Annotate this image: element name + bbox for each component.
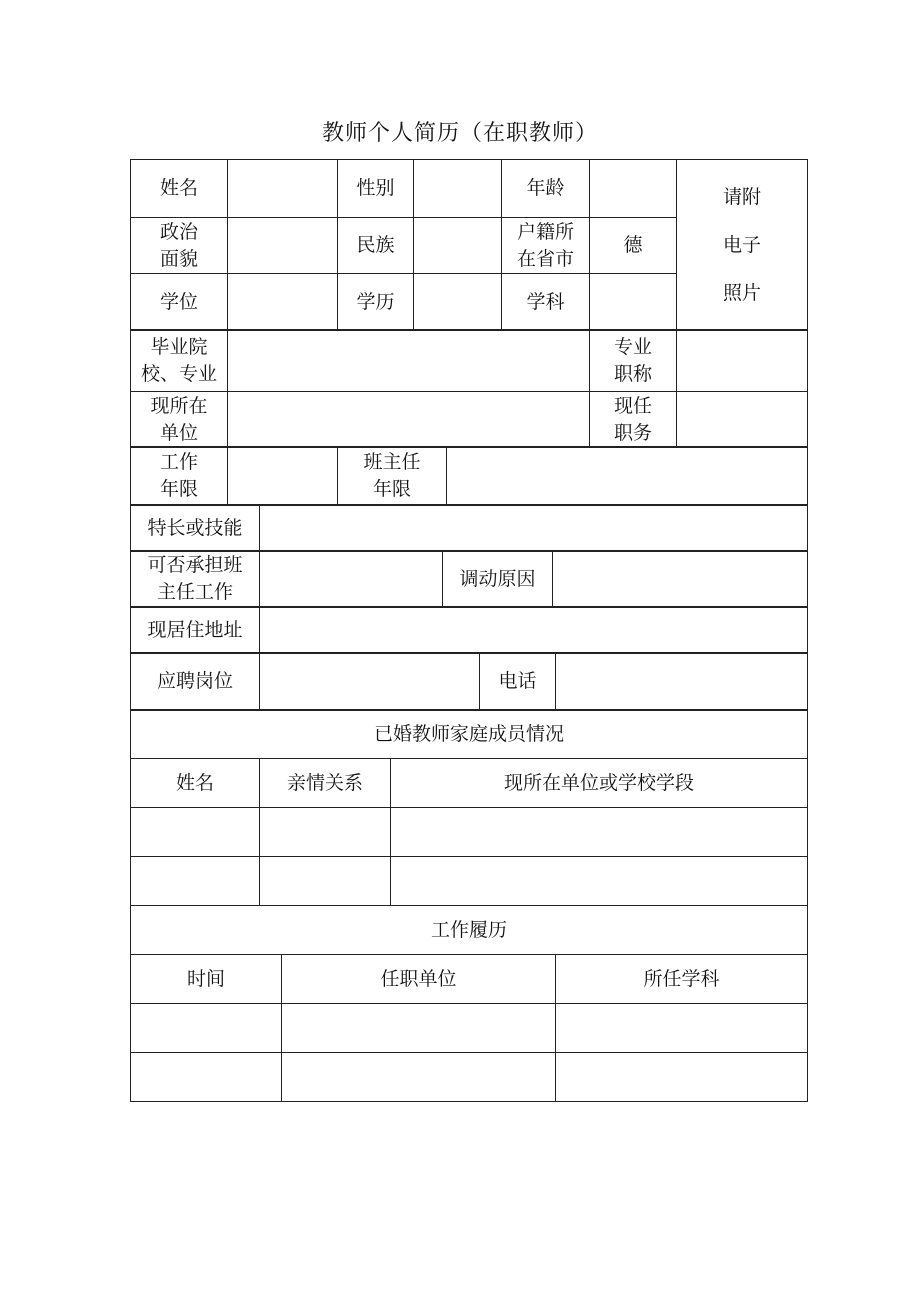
work-col-time: 时间	[131, 955, 282, 1004]
work-cell[interactable]	[556, 1004, 808, 1053]
subject-value[interactable]	[590, 274, 677, 331]
family-cell[interactable]	[391, 808, 808, 857]
work-cell[interactable]	[131, 1004, 282, 1053]
family-cell[interactable]	[260, 857, 391, 906]
skills-value[interactable]	[260, 505, 808, 552]
headteacher-years-value[interactable]	[447, 447, 808, 506]
gender-label: 性别	[338, 160, 414, 218]
title-value[interactable]	[677, 330, 808, 392]
degree-value[interactable]	[228, 274, 338, 331]
family-cell[interactable]	[131, 808, 260, 857]
address-value[interactable]	[260, 607, 808, 654]
degree-label: 学位	[131, 274, 228, 331]
name-value[interactable]	[228, 160, 338, 218]
title-label: 专业 职称	[590, 330, 677, 392]
position-value[interactable]	[677, 392, 808, 448]
family-col-unit: 现所在单位或学校学段	[391, 759, 808, 808]
work-years-value[interactable]	[228, 447, 338, 506]
family-cell[interactable]	[131, 857, 260, 906]
work-col-unit: 任职单位	[282, 955, 556, 1004]
subject-label: 学科	[502, 274, 590, 331]
work-col-subject: 所任学科	[556, 955, 808, 1004]
apply-post-value[interactable]	[260, 653, 480, 711]
apply-post-label: 应聘岗位	[131, 653, 260, 711]
age-label: 年龄	[502, 160, 590, 218]
work-cell[interactable]	[131, 1053, 282, 1102]
work-cell[interactable]	[556, 1053, 808, 1102]
family-cell[interactable]	[391, 857, 808, 906]
family-cell[interactable]	[260, 808, 391, 857]
family-header: 已婚教师家庭成员情况	[131, 710, 808, 759]
work-header: 工作履历	[131, 906, 808, 955]
family-col-relation: 亲情关系	[260, 759, 391, 808]
ethnicity-value[interactable]	[414, 218, 502, 274]
duty-table	[130, 550, 808, 608]
skills-table	[130, 504, 808, 552]
hukou-label: 户籍所 在省市	[502, 218, 590, 274]
graduated-label: 毕业院 校、专业	[131, 330, 228, 392]
work-cell[interactable]	[282, 1004, 556, 1053]
school-table	[130, 329, 808, 448]
photo-text-1: 请附	[722, 186, 761, 208]
table-row	[131, 808, 808, 857]
education-label: 学历	[338, 274, 414, 331]
table-row	[131, 1004, 808, 1053]
work-history-table	[130, 905, 808, 1102]
photo-text-2: 电子	[722, 234, 761, 256]
work-cell[interactable]	[282, 1053, 556, 1102]
photo-text-3: 照片	[722, 282, 761, 304]
phone-value[interactable]	[556, 653, 808, 711]
age-value[interactable]	[590, 160, 677, 218]
headteacher-work-label: 可否承担班 主任工作	[131, 551, 260, 608]
unit-value[interactable]	[228, 392, 590, 448]
position-label: 现任 职务	[590, 392, 677, 448]
years-table	[130, 446, 808, 506]
phone-label: 电话	[480, 653, 556, 711]
table-row	[131, 1053, 808, 1102]
address-label: 现居住地址	[131, 607, 260, 654]
political-value[interactable]	[228, 218, 338, 274]
page-title: 教师个人简历（在职教师）	[321, 121, 598, 146]
education-value[interactable]	[414, 274, 502, 331]
political-label: 政治 面貌	[131, 218, 228, 274]
gender-value[interactable]	[414, 160, 502, 218]
table-row	[131, 857, 808, 906]
graduated-value[interactable]	[228, 330, 590, 392]
family-col-name: 姓名	[131, 759, 260, 808]
basic-info-table	[130, 159, 808, 331]
work-years-label: 工作 年限	[131, 447, 228, 506]
hukou-value[interactable]: 德	[590, 218, 677, 274]
headteacher-years-label: 班主任 年限	[338, 447, 447, 506]
apply-table	[130, 652, 808, 711]
transfer-value[interactable]	[553, 551, 808, 608]
headteacher-work-value[interactable]	[260, 551, 443, 608]
transfer-label: 调动原因	[443, 551, 553, 608]
address-table	[130, 606, 808, 654]
family-table	[130, 709, 808, 906]
unit-label: 现所在 单位	[131, 392, 228, 448]
name-label: 姓名	[131, 160, 228, 218]
skills-label: 特长或技能	[131, 505, 260, 552]
ethnicity-label: 民族	[338, 218, 414, 274]
photo-slot[interactable]	[677, 160, 808, 331]
